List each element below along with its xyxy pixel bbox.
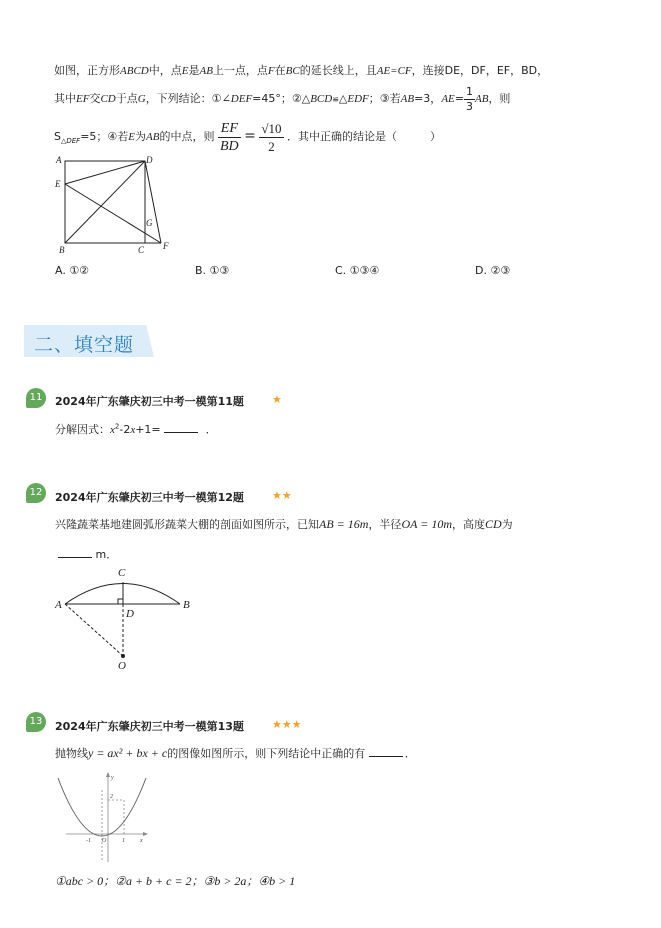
arc-figure	[52, 562, 200, 672]
label-b: B	[59, 245, 65, 255]
parabola-figure	[54, 770, 154, 864]
label-d: D	[126, 608, 134, 620]
fraction-ef-bd: $\frac{EF}{BD}$	[219, 120, 239, 154]
label-y: y	[111, 775, 114, 781]
label-b: B	[183, 599, 190, 611]
label-c: C	[138, 245, 145, 255]
label-a: A	[55, 599, 62, 611]
x-axis-arrow	[143, 832, 148, 836]
q12-text: 兴隆蔬菜基地建圆弧形蔬菜大棚的剖面如图所示，已知AB = 16m，半径OA = 10m，高度CD为	[55, 517, 513, 531]
label-x: x	[140, 838, 143, 844]
question-number-badge: 13	[26, 712, 46, 732]
q10-line3: $S_{\triangle DEF}=5$；④若E为AB的中点，则 $\frac{EF}{BD}$ = $\frac{√10}{2}$ ．其中正确的结论是（ ）	[54, 120, 442, 154]
option-a[interactable]: A. ①②	[55, 264, 90, 277]
label-e: E	[55, 179, 61, 189]
fraction-one-third: $\frac{1}{3}$	[465, 84, 473, 113]
label-g: G	[146, 218, 153, 228]
answer-blank[interactable]	[58, 547, 92, 558]
dashed-ao	[65, 604, 123, 656]
difficulty-stars: ★★	[272, 489, 292, 502]
question-number-badge: 12	[26, 483, 46, 503]
difficulty-stars: ★★★	[272, 718, 302, 731]
q11-text: 分解因式：$x^2-2x+1=$ ．	[55, 422, 217, 436]
segment-bd	[65, 161, 145, 243]
question-source: 2024年广东肇庆初三中考一模第13题	[55, 720, 244, 733]
square-figure	[52, 152, 182, 258]
q13-text: 抛物线y = ax² + bx + c的图像如图所示，则下列结论中正确的有 ．	[55, 746, 416, 760]
label-d: D	[146, 155, 153, 165]
fraction-sqrt10-2: $\frac{√10}{2}$	[261, 120, 282, 154]
y-axis-arrow	[106, 772, 110, 777]
answer-blank[interactable]	[369, 746, 403, 757]
label-minus-one: -1	[86, 838, 91, 844]
segment-de	[65, 161, 145, 184]
label-one: 1	[122, 838, 125, 844]
label-a: A	[56, 155, 62, 165]
answer-blank[interactable]	[164, 422, 198, 433]
section-title: 二、填空题	[34, 334, 135, 356]
center-point-o	[121, 654, 125, 658]
option-b[interactable]: B. ①③	[195, 264, 230, 277]
difficulty-stars: ★	[272, 393, 282, 406]
q12-answer-line: m．	[58, 546, 117, 562]
question-source: 2024年广东肇庆初三中考一模第12题	[55, 491, 244, 504]
right-angle-mark	[118, 599, 123, 604]
q10-line1: 如图，正方形ABCD中，点E是AB上一点，点F在BC的延长线上，且AE=CF，连接DE，DF，EF，BD，	[54, 64, 549, 77]
label-f: F	[163, 241, 169, 251]
option-c[interactable]: C. ①③④	[335, 264, 380, 277]
q10-line2: 其中EF交CD于点G，下列结论：①∠DEF=45°；②△BCD≌△EDF；③若AB=3，AE= $\frac{1}{3}$ AB，则	[54, 84, 511, 113]
label-origin: O	[102, 838, 107, 844]
segment-df	[145, 161, 161, 243]
label-c: C	[118, 567, 126, 579]
question-number-badge: 11	[26, 388, 46, 408]
option-d[interactable]: D. ②③	[475, 264, 511, 277]
label-o: O	[118, 660, 126, 672]
label-two: 2	[110, 794, 113, 800]
question-source: 2024年广东肇庆初三中考一模第11题	[55, 395, 244, 408]
q13-conclusions: ①abc > 0；②a + b + c = 2；③b > 2a；④b > 1	[55, 874, 296, 888]
segment-ef	[65, 184, 161, 243]
